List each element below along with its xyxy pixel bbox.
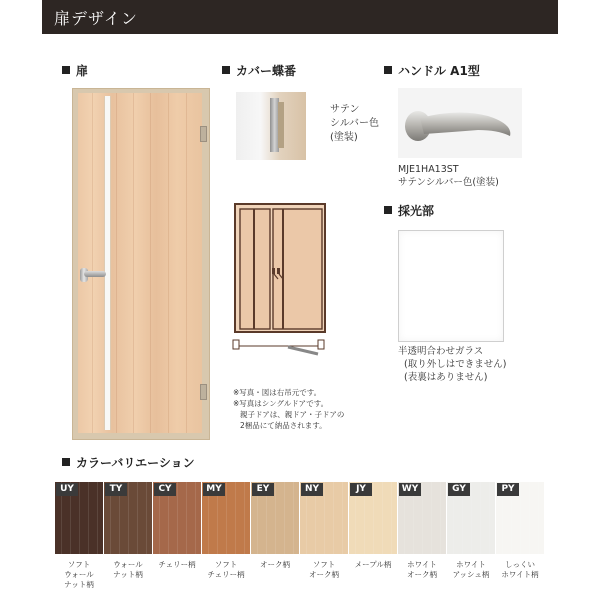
door-leaf-image xyxy=(78,93,202,433)
wood-grain-line xyxy=(324,482,325,554)
wood-grain-line xyxy=(440,482,441,554)
color-code-badge: PY xyxy=(497,483,519,496)
wood-grain-line xyxy=(391,482,392,554)
wood-grain-line xyxy=(373,482,374,554)
door-lever-icon xyxy=(84,271,106,277)
color-code-badge: CY xyxy=(154,483,176,496)
section-glass-title xyxy=(384,202,434,219)
color-swatch-ty[interactable] xyxy=(104,482,152,554)
color-swatch-label: ウォール ナット柄 xyxy=(113,560,143,579)
handle-color: サテンシルバー色(塗装) xyxy=(398,177,499,188)
section-colors-title xyxy=(62,454,195,471)
wood-grain-line xyxy=(333,482,334,554)
hinge-color-line1: サテン xyxy=(330,104,360,115)
wood-grain-line xyxy=(177,482,178,554)
color-swatch-gy[interactable] xyxy=(447,482,495,554)
wood-grain-line xyxy=(79,482,80,554)
color-code-badge: MY xyxy=(203,483,225,496)
color-code-badge: WY xyxy=(399,483,421,496)
color-swatch-jy[interactable] xyxy=(349,482,397,554)
color-swatch-label: ホワイト オーク柄 xyxy=(407,560,437,579)
color-swatch-uy[interactable] xyxy=(55,482,103,554)
hinge-color-line3: (塗装) xyxy=(330,132,358,143)
handle-model: MJE1HA13ST xyxy=(398,164,459,175)
color-swatch-py[interactable] xyxy=(496,482,544,554)
color-code-badge: NY xyxy=(301,483,323,496)
wood-grain-line xyxy=(529,482,530,554)
wood-grain-line xyxy=(538,482,539,554)
wood-grain-line xyxy=(422,482,423,554)
color-swatch-wy[interactable] xyxy=(398,482,446,554)
section-handle-label: ハンドル A1型 xyxy=(398,64,480,78)
note-line1: ※写真・図は右吊元です。 xyxy=(233,388,322,397)
glass-line3: (表裏はありません) xyxy=(404,372,488,383)
cover-hinge-photo xyxy=(236,92,306,160)
wood-grain-line xyxy=(195,482,196,554)
wood-grain-line xyxy=(97,482,98,554)
color-code-badge: UY xyxy=(56,483,78,496)
lever-handle-icon xyxy=(398,88,522,158)
wood-grain-line xyxy=(186,482,187,554)
note-line3: 親子ドアは、親ドア・子ドアの xyxy=(240,410,345,419)
square-bullet-icon xyxy=(62,458,70,466)
double-door-diagram xyxy=(232,200,332,360)
wood-grain-line xyxy=(431,482,432,554)
glass-line1: 半透明合わせガラス xyxy=(398,346,484,357)
handle-photo xyxy=(398,88,522,158)
color-swatch-my[interactable] xyxy=(202,482,250,554)
section-hinge-title xyxy=(222,62,296,79)
page-title: 扉デザイン xyxy=(54,9,138,28)
section-door-title xyxy=(62,62,88,79)
section-colors-label: カラーバリエーション xyxy=(76,456,195,470)
note-line4: 2梱品にて納品されます。 xyxy=(240,421,327,430)
wood-grain-line xyxy=(226,482,227,554)
color-swatch-cy[interactable] xyxy=(153,482,201,554)
wood-grain-line xyxy=(342,482,343,554)
wood-grain-line xyxy=(382,482,383,554)
glass-sample xyxy=(398,230,504,342)
wood-grain-line xyxy=(293,482,294,554)
wood-grain-line xyxy=(284,482,285,554)
wood-grain-line xyxy=(520,482,521,554)
wood-grain-line xyxy=(275,482,276,554)
section-hinge-label: カバー蝶番 xyxy=(236,64,297,78)
square-bullet-icon xyxy=(222,66,230,74)
color-swatch-label: メープル柄 xyxy=(354,560,392,569)
section-handle-title xyxy=(384,62,480,79)
wood-grain-line xyxy=(471,482,472,554)
square-bullet-icon xyxy=(62,66,70,74)
note-line2: ※写真はシングルドアです。 xyxy=(233,399,329,408)
glass-slit xyxy=(104,96,111,430)
color-swatch-label: オーク柄 xyxy=(260,560,290,569)
color-code-badge: GY xyxy=(448,483,470,496)
color-swatch-label: ソフト チェリー柄 xyxy=(207,560,245,579)
wood-grain-line xyxy=(489,482,490,554)
section-door-label: 扉 xyxy=(76,64,89,78)
square-bullet-icon xyxy=(384,66,392,74)
section-glass-label: 採光部 xyxy=(398,204,435,218)
wood-grain-line xyxy=(128,482,129,554)
hinge-color-line2: シルバー色 xyxy=(330,118,380,129)
color-swatch-ny[interactable] xyxy=(300,482,348,554)
color-swatch-label: ホワイト アッシュ柄 xyxy=(452,560,490,579)
page-header xyxy=(42,0,558,34)
square-bullet-icon xyxy=(384,206,392,214)
wood-grain-line xyxy=(235,482,236,554)
color-swatch-row xyxy=(55,482,545,554)
wood-grain-line xyxy=(88,482,89,554)
color-swatch-label: チェリー柄 xyxy=(158,560,196,569)
color-code-badge: TY xyxy=(105,483,127,496)
color-code-badge: EY xyxy=(252,483,274,496)
color-swatch-label: しっくい ホワイト柄 xyxy=(501,560,539,579)
color-swatch-ey[interactable] xyxy=(251,482,299,554)
color-swatch-label: ソフト オーク柄 xyxy=(309,560,339,579)
color-swatch-label: ソフト ウォール ナット柄 xyxy=(64,560,94,589)
wood-grain-line xyxy=(244,482,245,554)
wood-grain-line xyxy=(137,482,138,554)
glass-line2: (取り外しはできません) xyxy=(404,359,507,370)
wood-grain-line xyxy=(480,482,481,554)
wood-grain-line xyxy=(146,482,147,554)
door-hinge-icon xyxy=(200,384,207,400)
door-hinge-icon xyxy=(200,126,207,142)
color-code-badge: JY xyxy=(350,483,372,496)
